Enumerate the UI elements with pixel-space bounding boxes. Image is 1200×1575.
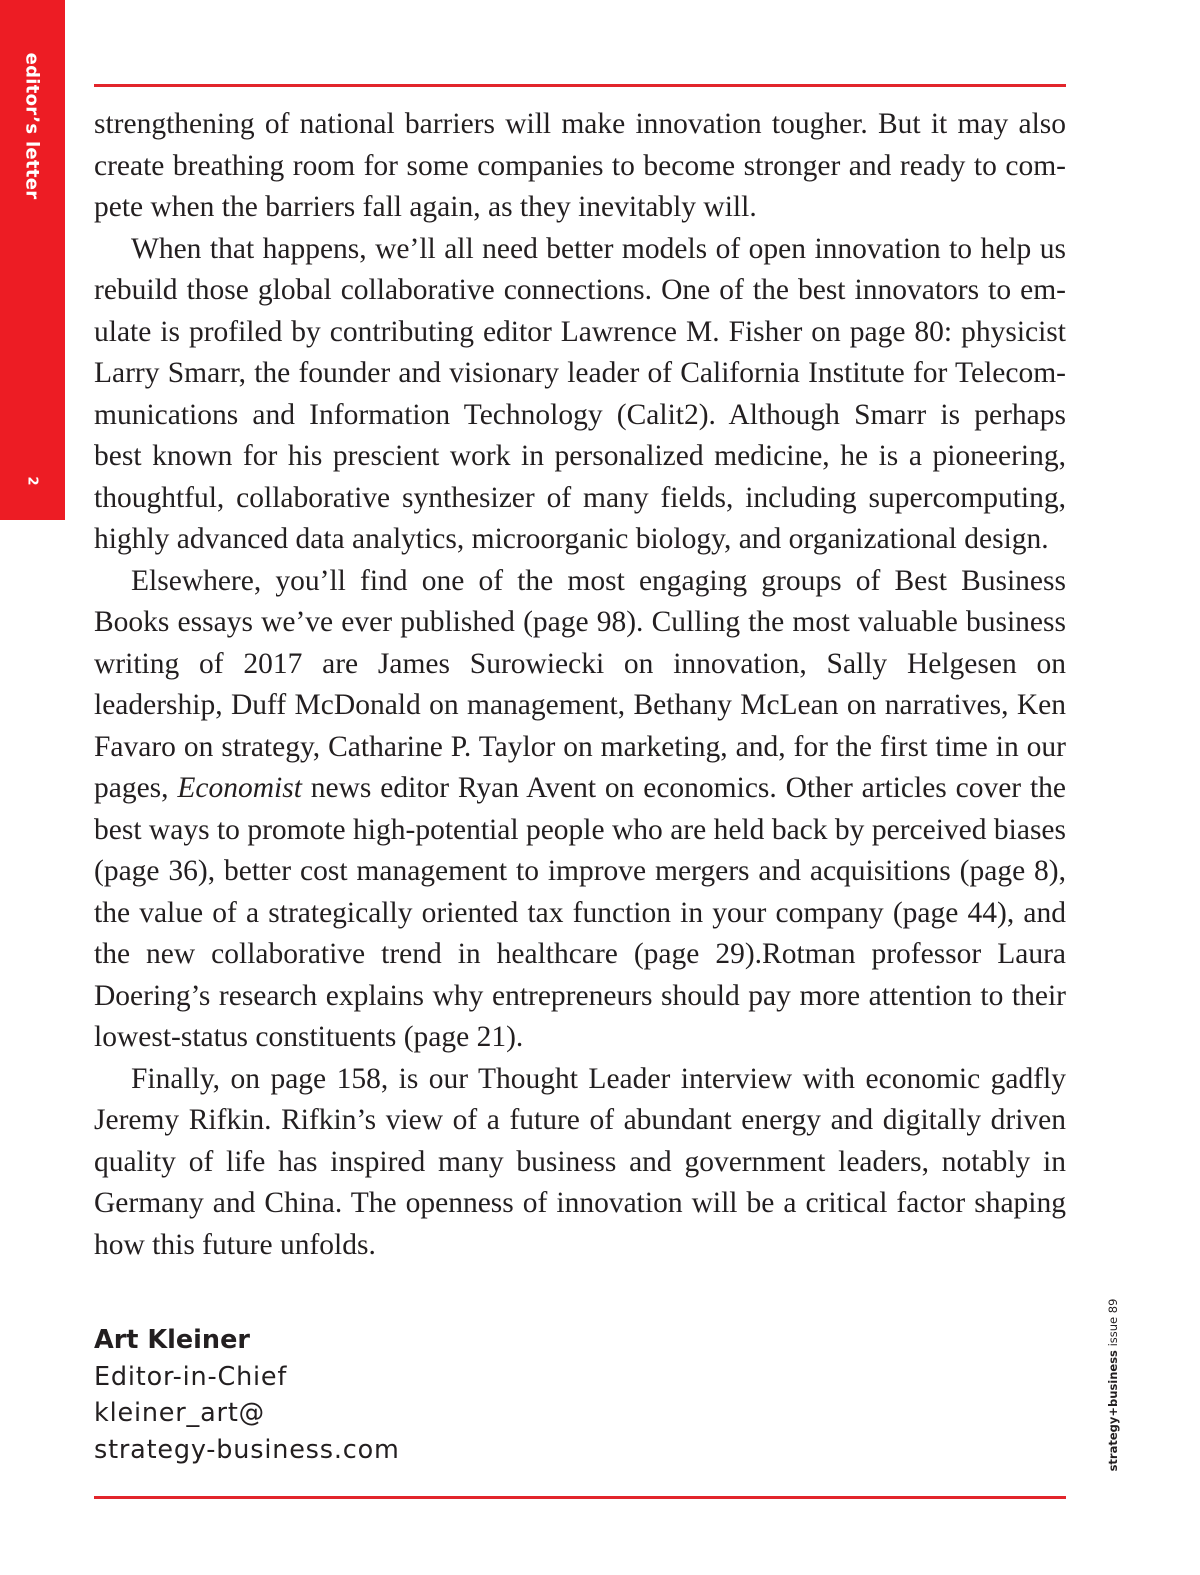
signature-block [94, 1322, 400, 1468]
article-paragraph: strengthening of national barriers will make innovation tougher. But it may also create breathing room for some companies to become stronger and ready to compete when the barriers fall again, as they inevitably will. [94, 108, 1066, 223]
article-paragraph [94, 561, 1066, 1059]
issue-number: issue 89 [1106, 1298, 1120, 1347]
publication-title-italic: Economist [177, 772, 302, 804]
article-body [94, 104, 1066, 1266]
bottom-divider [94, 1496, 1066, 1499]
article-paragraph: Finally, on page 158, is our Thought Leader interview with economic gadfly Jeremy Rifkin. Rifkin’s view of a future of abundant energy and digitally driven quality of life has inspired many business and government leaders, notably in Germany and China. The openness of innovation will be a critical factor shaping how this future unfolds. [94, 1062, 1066, 1261]
paragraph-text: Elsewhere, you’ll find one of the most engaging groups of Best Business Books essays we’ve ever published (page 98). Culling the most valuable business writing of 2017 are James Surowiecki on innovation, Sally Helgesen on leadership, Duff McDonald on management, Bethany McLean on narratives, Ken Favaro on strategy, Catharine P. Taylor on marketing, and, for the first time in our pages, [94, 564, 1066, 804]
page-number: 2 [24, 476, 40, 486]
top-divider [94, 84, 1066, 87]
section-label: editor’s letter [21, 52, 43, 200]
publication-name: strategy+business [1106, 1350, 1120, 1472]
section-tab [0, 0, 65, 520]
author-name: Art Kleiner [94, 1325, 250, 1355]
paragraph-text: news editor Ryan Avent on economics. Other articles cover the best ways to promote high-potential people who are held back by perceived biases (page 36), better cost management to improve mergers and acquisitions (page 8), the value of a strategically oriented tax function in your company (page 44), and the new collaborative trend in healthcare (page 29).Rotman professor Laura Doering’s research explains why entrepreneurs should pay more attention to their lowest-status constituents (page 21). [94, 772, 1066, 1053]
author-email-line: kleiner_art@ [94, 1398, 265, 1428]
article-paragraph: When that happens, we’ll all need better models of open innovation to help us rebuild those global collaborative connections. One of the best innovators to emulate is profiled by contributing editor Lawrence M. Fisher on page 80: physicist Larry Smarr, the founder and visionary leader of California Institute for Telecommunications and Information Technology (Calit2). Although Smarr is perhaps best known for his prescient work in personalized medicine, he is a pioneering, thoughtful, collaborative synthesizer of many fields, including supercomputing, highly advanced data analytics, microorganic biology, and organizational design. [94, 232, 1066, 555]
issue-footer [1106, 1299, 1120, 1472]
author-title: Editor-in-Chief [94, 1361, 288, 1392]
author-email-line: strategy-business.com [94, 1434, 400, 1465]
